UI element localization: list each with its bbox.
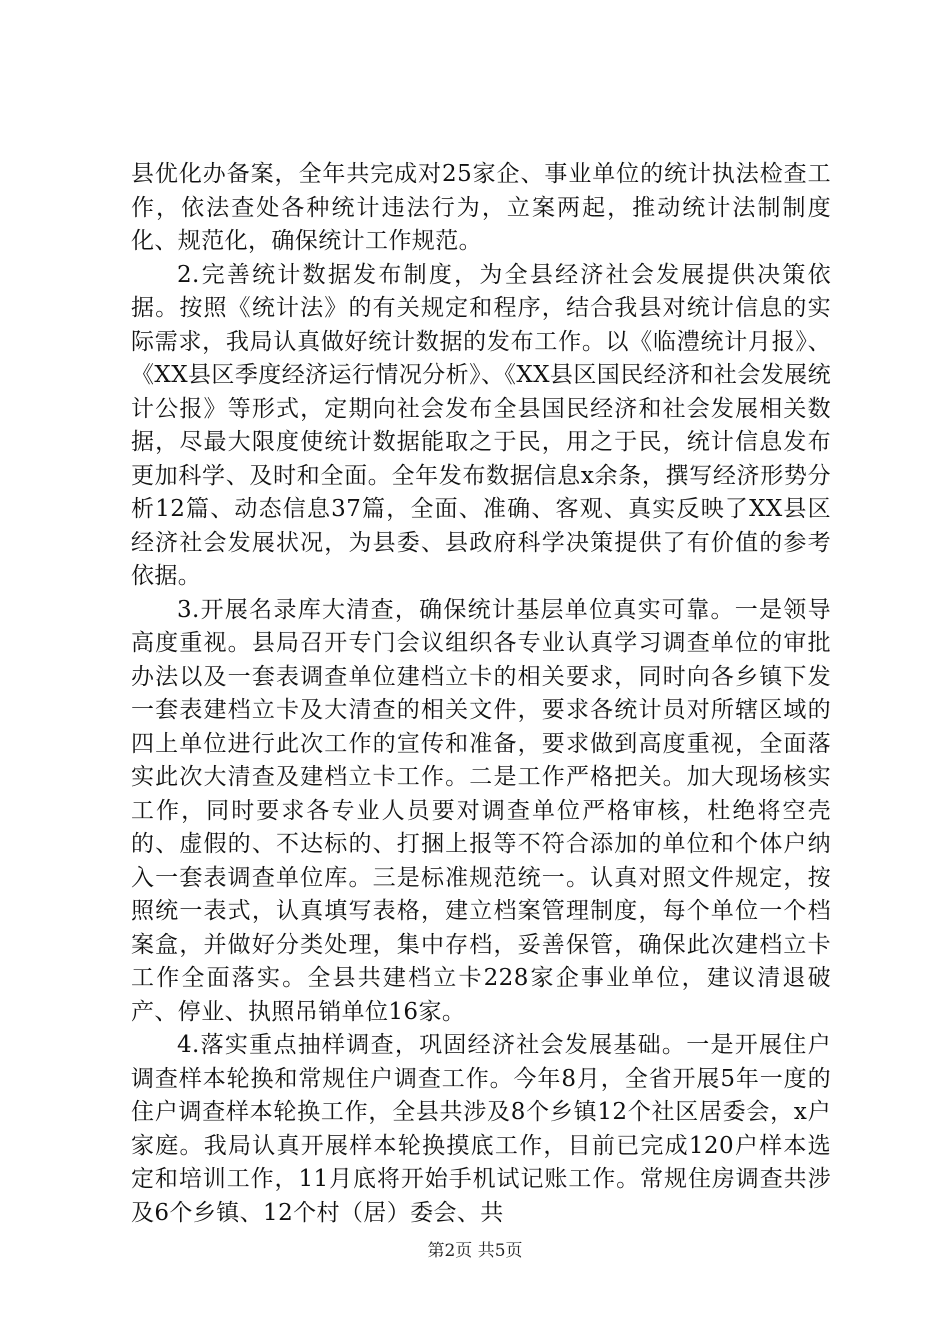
document-body [131, 158, 831, 1230]
paragraph-continuation: 县优化办备案，全年共完成对25家企、事业单位的统计执法检查工作，依法查处各种统计违法行为，立案两起，推动统计法制制度化、规范化，确保统计工作规范。 [131, 161, 831, 254]
paragraph-item-3: 3.开展名录库大清查，确保统计基层单位真实可靠。一是领导高度重视。县局召开专门会议组织各专业认真学习调查单位的审批办法以及一套表调查单位建档立卡的相关要求，同时向各乡镇下发一套表建档立卡及大清查的相关文件，要求各统计员对所辖区域的四上单位进行此次工作的宣传和准备，要求做到高度重视，全面落实此次大清查及建档立卡工作。二是工作严格把关。加大现场核实工作，同时要求各专业人员要对调查单位严格审核，杜绝将空壳的、虚假的、不达标的、打捆上报等不符合添加的单位和个体户纳入一套表调查单位库。三是标准规范统一。认真对照文件规定，按照统一表式，认真填写表格，建立档案管理制度，每个单位一个档案盒，并做好分类处理，集中存档，妥善保管，确保此次建档立卡工作全面落实。全县共建档立卡228家企事业单位，建议清退破产、停业、执照吊销单位16家。 [131, 596, 831, 1025]
page-footer: 第2页 共5页 [427, 1241, 523, 1261]
paragraph-item-4: 4.落实重点抽样调查，巩固经济社会发展基础。一是开展住户调查样本轮换和常规住户调查工作。今年8月，全省开展5年一度的住户调查样本轮换工作，全县共涉及8个乡镇12个社区居委会，x户家庭。我局认真开展样本轮换摸底工作，目前已完成120户样本选定和培训工作，11月底将开始手机试记账工作。常规住房调查共涉及6个乡镇、12个村（居）委会、共 [131, 1032, 831, 1226]
paragraph-item-2: 2.完善统计数据发布制度，为全县经济社会发展提供决策依据。按照《统计法》的有关规定和程序，结合我县对统计信息的实际需求，我局认真做好统计数据的发布工作。以《临澧统计月报》、《XX县区季度经济运行情况分析》、《XX县区国民经济和社会发展统计公报》等形式，定期向社会发布全县国民经济和社会发展相关数据，尽最大限度使统计数据能取之于民，用之于民，统计信息发布更加科学、及时和全面。全年发布数据信息x余条，撰写经济形势分析12篇、动态信息37篇，全面、准确、客观、真实反映了XX县区经济社会发展状况，为县委、县政府科学决策提供了有价值的参考依据。 [131, 261, 831, 589]
